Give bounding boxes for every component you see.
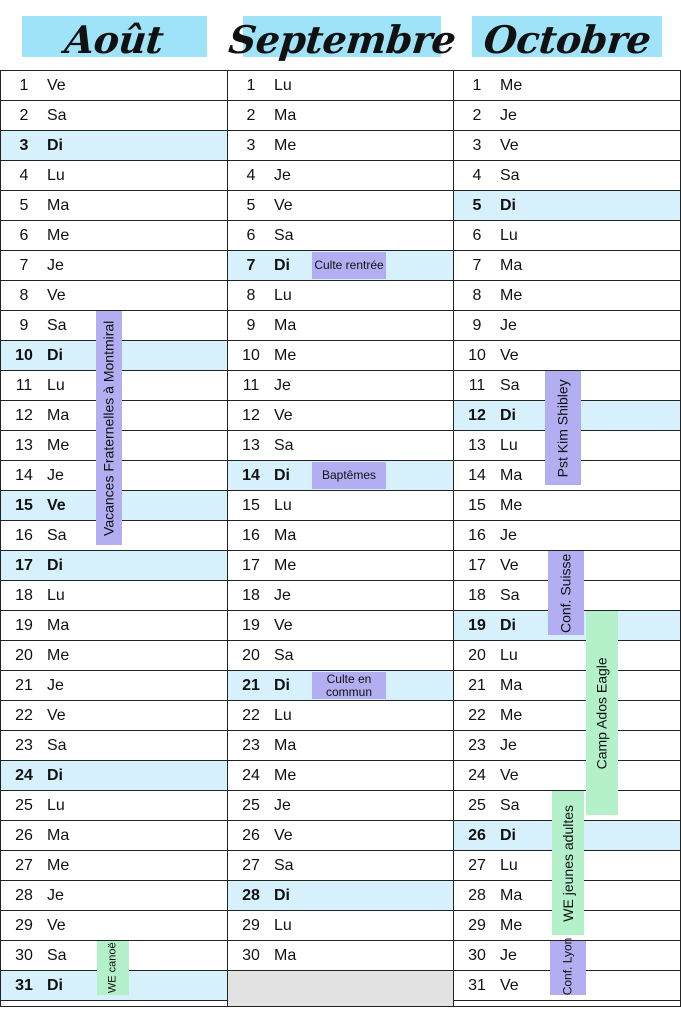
day-number: 16 bbox=[242, 527, 260, 544]
day-number: 16 bbox=[468, 527, 486, 544]
day-row bbox=[228, 881, 453, 911]
event-text: Baptêmes bbox=[321, 468, 377, 483]
day-row bbox=[228, 551, 453, 581]
day-number: 7 bbox=[246, 257, 256, 274]
day-row bbox=[228, 341, 453, 371]
day-name: Di bbox=[500, 407, 516, 424]
day-name: Me bbox=[274, 557, 297, 574]
day-number: 23 bbox=[15, 737, 33, 754]
day-number: 9 bbox=[472, 317, 482, 334]
day-name: Me bbox=[500, 917, 523, 934]
day-row bbox=[228, 821, 453, 851]
day-row bbox=[228, 491, 453, 521]
day-number: 2 bbox=[19, 107, 29, 124]
day-row bbox=[454, 161, 680, 191]
event-label bbox=[312, 672, 386, 699]
day-name: Je bbox=[500, 317, 517, 334]
day-name: Ve bbox=[500, 137, 519, 154]
day-number: 2 bbox=[246, 107, 256, 124]
day-number: 10 bbox=[242, 347, 260, 364]
day-number: 23 bbox=[468, 737, 486, 754]
day-number: 20 bbox=[468, 647, 486, 664]
day-row bbox=[228, 941, 453, 971]
day-row bbox=[228, 101, 453, 131]
month-title: Septembre bbox=[226, 16, 458, 62]
day-number: 24 bbox=[468, 767, 486, 784]
day-row bbox=[1, 791, 227, 821]
day-number: 3 bbox=[246, 137, 256, 154]
day-number: 11 bbox=[242, 377, 260, 394]
day-number: 24 bbox=[242, 767, 260, 784]
day-name: Di bbox=[47, 767, 63, 784]
month-column-aout bbox=[0, 70, 228, 1007]
day-number: 1 bbox=[246, 77, 256, 94]
day-row bbox=[228, 731, 453, 761]
day-name: Sa bbox=[274, 857, 294, 874]
day-number: 29 bbox=[468, 917, 486, 934]
day-name: Ma bbox=[500, 677, 523, 694]
day-row bbox=[454, 731, 680, 761]
day-row bbox=[454, 671, 680, 701]
day-row bbox=[454, 251, 680, 281]
day-row bbox=[228, 611, 453, 641]
day-name: Ve bbox=[500, 767, 519, 784]
event-label bbox=[312, 252, 386, 279]
day-number: 22 bbox=[468, 707, 486, 724]
day-number: 21 bbox=[242, 677, 260, 694]
day-name: Di bbox=[274, 467, 290, 484]
day-name: Ve bbox=[47, 917, 66, 934]
day-name: Lu bbox=[500, 437, 518, 454]
day-name: Sa bbox=[500, 167, 520, 184]
day-row bbox=[1, 671, 227, 701]
day-name: Ve bbox=[47, 707, 66, 724]
month-header-septembre bbox=[226, 16, 458, 62]
day-name: Di bbox=[500, 197, 516, 214]
event-text: Conf. Lyon bbox=[560, 937, 575, 995]
day-number: 4 bbox=[472, 167, 482, 184]
day-number: 15 bbox=[15, 497, 33, 514]
day-number: 18 bbox=[242, 587, 260, 604]
day-name: Je bbox=[500, 737, 517, 754]
day-name: Je bbox=[47, 467, 64, 484]
day-row bbox=[1, 101, 227, 131]
day-number: 30 bbox=[15, 947, 33, 964]
day-number: 28 bbox=[468, 887, 486, 904]
event-text: Pst Kim Shibley bbox=[554, 378, 571, 478]
day-row bbox=[228, 911, 453, 941]
month-header-aout bbox=[22, 16, 207, 62]
day-number: 18 bbox=[468, 587, 486, 604]
day-name: Lu bbox=[47, 797, 65, 814]
day-name: Ma bbox=[274, 737, 297, 754]
day-row bbox=[228, 521, 453, 551]
day-row bbox=[1, 131, 227, 161]
day-row bbox=[454, 191, 680, 221]
event-text: Camp Ados Eagle bbox=[593, 656, 610, 770]
event-label bbox=[552, 791, 584, 935]
day-row bbox=[228, 641, 453, 671]
day-number: 26 bbox=[468, 827, 486, 844]
day-name: Ma bbox=[274, 527, 297, 544]
day-number: 5 bbox=[472, 197, 482, 214]
day-row bbox=[454, 311, 680, 341]
day-name: Me bbox=[500, 77, 523, 94]
day-number: 11 bbox=[468, 377, 486, 394]
day-name: Ma bbox=[274, 107, 297, 124]
day-row bbox=[1, 251, 227, 281]
day-number: 31 bbox=[15, 977, 33, 994]
day-row bbox=[228, 581, 453, 611]
event-label bbox=[550, 937, 586, 995]
day-row bbox=[1, 641, 227, 671]
day-number: 16 bbox=[15, 527, 33, 544]
day-number: 8 bbox=[246, 287, 256, 304]
day-row bbox=[454, 131, 680, 161]
day-name: Di bbox=[47, 977, 63, 994]
day-number: 9 bbox=[19, 317, 29, 334]
day-name: Ve bbox=[500, 347, 519, 364]
day-name: Sa bbox=[500, 797, 520, 814]
day-number: 13 bbox=[242, 437, 260, 454]
event-label bbox=[97, 941, 129, 995]
day-number: 25 bbox=[15, 797, 33, 814]
day-number: 19 bbox=[242, 617, 260, 634]
day-name: Me bbox=[274, 137, 297, 154]
day-number: 14 bbox=[468, 467, 486, 484]
day-row bbox=[454, 221, 680, 251]
day-row bbox=[1, 581, 227, 611]
day-name: Sa bbox=[47, 947, 67, 964]
day-name: Ve bbox=[47, 497, 66, 514]
day-number: 20 bbox=[15, 647, 33, 664]
day-row bbox=[1, 731, 227, 761]
event-text: WE jeunes adultes bbox=[559, 804, 576, 922]
day-row bbox=[454, 491, 680, 521]
day-row bbox=[454, 761, 680, 791]
event-label bbox=[586, 611, 618, 815]
day-number: 18 bbox=[15, 587, 33, 604]
day-row bbox=[454, 641, 680, 671]
day-name: Sa bbox=[500, 377, 520, 394]
day-row bbox=[454, 341, 680, 371]
event-label bbox=[545, 371, 581, 485]
day-name: Sa bbox=[500, 587, 520, 604]
day-row bbox=[454, 101, 680, 131]
day-name: Lu bbox=[47, 377, 65, 394]
day-number: 14 bbox=[15, 467, 33, 484]
day-number: 15 bbox=[468, 497, 486, 514]
day-name: Di bbox=[47, 347, 63, 364]
event-text: Conf. Suisse bbox=[557, 553, 574, 633]
day-number: 22 bbox=[242, 707, 260, 724]
day-number: 29 bbox=[242, 917, 260, 934]
day-number: 30 bbox=[242, 947, 260, 964]
day-row bbox=[1, 911, 227, 941]
day-number: 27 bbox=[15, 857, 33, 874]
day-row bbox=[228, 161, 453, 191]
day-name: Ve bbox=[274, 617, 293, 634]
day-row bbox=[228, 371, 453, 401]
day-number: 28 bbox=[242, 887, 260, 904]
day-row bbox=[228, 401, 453, 431]
day-number: 6 bbox=[19, 227, 29, 244]
day-row bbox=[1, 551, 227, 581]
day-row bbox=[454, 521, 680, 551]
day-number: 4 bbox=[246, 167, 256, 184]
day-number: 23 bbox=[242, 737, 260, 754]
day-row bbox=[1, 221, 227, 251]
day-number: 31 bbox=[468, 977, 486, 994]
day-name: Me bbox=[274, 347, 297, 364]
day-number: 28 bbox=[15, 887, 33, 904]
month-title: Octobre bbox=[481, 16, 653, 62]
day-name: Lu bbox=[274, 497, 292, 514]
day-number: 10 bbox=[15, 347, 33, 364]
day-number: 27 bbox=[468, 857, 486, 874]
day-name: Lu bbox=[274, 917, 292, 934]
day-name: Ma bbox=[500, 887, 523, 904]
day-name: Lu bbox=[500, 227, 518, 244]
day-number: 12 bbox=[468, 407, 486, 424]
day-name: Je bbox=[274, 797, 291, 814]
day-name: Ve bbox=[274, 827, 293, 844]
day-number: 8 bbox=[472, 287, 482, 304]
day-number: 14 bbox=[242, 467, 260, 484]
day-name: Sa bbox=[47, 737, 67, 754]
day-row bbox=[228, 131, 453, 161]
event-text: Vacances Fraternelles à Montmiral bbox=[100, 320, 117, 536]
event-label bbox=[548, 551, 584, 635]
month-column-octobre bbox=[453, 70, 681, 1007]
day-name: Ma bbox=[500, 467, 523, 484]
day-number: 19 bbox=[468, 617, 486, 634]
day-row bbox=[228, 431, 453, 461]
day-number: 1 bbox=[472, 77, 482, 94]
day-number: 10 bbox=[468, 347, 486, 364]
day-number: 30 bbox=[468, 947, 486, 964]
day-number: 17 bbox=[468, 557, 486, 574]
day-name: Sa bbox=[274, 647, 294, 664]
day-name: Je bbox=[47, 887, 64, 904]
day-number: 17 bbox=[15, 557, 33, 574]
day-name: Ve bbox=[47, 287, 66, 304]
day-row bbox=[228, 191, 453, 221]
day-name: Ma bbox=[47, 617, 70, 634]
day-name: Di bbox=[274, 887, 290, 904]
day-name: Sa bbox=[47, 527, 67, 544]
day-name: Ma bbox=[47, 407, 70, 424]
day-name: Je bbox=[500, 527, 517, 544]
day-row bbox=[1, 851, 227, 881]
day-row bbox=[1, 161, 227, 191]
event-text: Culte rentrée bbox=[314, 258, 384, 273]
day-name: Di bbox=[500, 827, 516, 844]
day-row bbox=[228, 281, 453, 311]
day-name: Di bbox=[47, 557, 63, 574]
day-number: 9 bbox=[246, 317, 256, 334]
day-number: 3 bbox=[19, 137, 29, 154]
event-text: WE canoë bbox=[106, 942, 119, 994]
day-name: Me bbox=[47, 437, 70, 454]
day-name: Me bbox=[500, 707, 523, 724]
day-number: 17 bbox=[242, 557, 260, 574]
event-text: Culte en commun bbox=[325, 671, 372, 699]
day-row bbox=[228, 311, 453, 341]
day-number: 12 bbox=[15, 407, 33, 424]
day-name: Me bbox=[47, 647, 70, 664]
day-row bbox=[228, 221, 453, 251]
day-name: Je bbox=[274, 377, 291, 394]
day-number: 21 bbox=[468, 677, 486, 694]
day-name: Me bbox=[47, 227, 70, 244]
day-name: Me bbox=[500, 287, 523, 304]
day-name: Je bbox=[274, 167, 291, 184]
day-number: 13 bbox=[15, 437, 33, 454]
day-number: 7 bbox=[19, 257, 29, 274]
day-number: 4 bbox=[19, 167, 29, 184]
day-number: 7 bbox=[472, 257, 482, 274]
day-name: Ve bbox=[47, 77, 66, 94]
day-name: Ma bbox=[274, 317, 297, 334]
day-row bbox=[228, 761, 453, 791]
day-name: Lu bbox=[500, 647, 518, 664]
day-name: Me bbox=[500, 497, 523, 514]
day-number: 21 bbox=[15, 677, 33, 694]
month-header-octobre bbox=[472, 16, 662, 62]
day-number: 11 bbox=[15, 377, 33, 394]
day-number: 3 bbox=[472, 137, 482, 154]
day-number: 24 bbox=[15, 767, 33, 784]
day-name: Ve bbox=[274, 407, 293, 424]
day-number: 1 bbox=[19, 77, 29, 94]
day-number: 12 bbox=[242, 407, 260, 424]
day-number: 29 bbox=[15, 917, 33, 934]
month-column-septembre bbox=[227, 70, 454, 1007]
day-row bbox=[228, 851, 453, 881]
day-number: 5 bbox=[246, 197, 256, 214]
event-label bbox=[312, 462, 386, 489]
day-row bbox=[228, 701, 453, 731]
day-name: Di bbox=[274, 257, 290, 274]
month-title: Août bbox=[63, 16, 166, 62]
day-row bbox=[1, 611, 227, 641]
day-row bbox=[1, 701, 227, 731]
day-number: 2 bbox=[472, 107, 482, 124]
day-row bbox=[454, 701, 680, 731]
day-name: Ma bbox=[274, 947, 297, 964]
day-name: Ma bbox=[500, 257, 523, 274]
day-name: Je bbox=[274, 587, 291, 604]
day-name: Je bbox=[47, 677, 64, 694]
day-number: 6 bbox=[246, 227, 256, 244]
day-number: 6 bbox=[472, 227, 482, 244]
day-row bbox=[454, 281, 680, 311]
day-row bbox=[1, 71, 227, 101]
empty-day-row bbox=[228, 971, 453, 1006]
day-name: Lu bbox=[47, 167, 65, 184]
day-name: Di bbox=[274, 677, 290, 694]
day-number: 20 bbox=[242, 647, 260, 664]
event-label bbox=[96, 311, 122, 545]
day-number: 13 bbox=[468, 437, 486, 454]
day-name: Ma bbox=[47, 197, 70, 214]
day-name: Je bbox=[47, 257, 64, 274]
day-name: Ma bbox=[47, 827, 70, 844]
day-row bbox=[454, 71, 680, 101]
day-row bbox=[228, 791, 453, 821]
day-name: Lu bbox=[500, 857, 518, 874]
day-name: Me bbox=[274, 767, 297, 784]
day-number: 5 bbox=[19, 197, 29, 214]
day-row bbox=[1, 761, 227, 791]
day-name: Lu bbox=[274, 707, 292, 724]
day-name: Me bbox=[47, 857, 70, 874]
day-row bbox=[1, 281, 227, 311]
day-number: 27 bbox=[242, 857, 260, 874]
day-name: Ve bbox=[274, 197, 293, 214]
day-number: 26 bbox=[242, 827, 260, 844]
day-number: 19 bbox=[15, 617, 33, 634]
day-name: Lu bbox=[47, 587, 65, 604]
day-name: Je bbox=[500, 107, 517, 124]
day-number: 8 bbox=[19, 287, 29, 304]
day-row bbox=[1, 191, 227, 221]
day-name: Lu bbox=[274, 77, 292, 94]
day-name: Ve bbox=[500, 977, 519, 994]
day-number: 25 bbox=[468, 797, 486, 814]
day-name: Di bbox=[47, 137, 63, 154]
day-name: Sa bbox=[47, 317, 67, 334]
day-number: 22 bbox=[15, 707, 33, 724]
day-row bbox=[228, 71, 453, 101]
day-name: Lu bbox=[274, 287, 292, 304]
day-number: 26 bbox=[15, 827, 33, 844]
day-row bbox=[1, 821, 227, 851]
day-name: Sa bbox=[274, 227, 294, 244]
day-name: Sa bbox=[274, 437, 294, 454]
day-name: Ve bbox=[500, 557, 519, 574]
day-number: 15 bbox=[242, 497, 260, 514]
day-number: 25 bbox=[242, 797, 260, 814]
day-name: Sa bbox=[47, 107, 67, 124]
day-row bbox=[1, 881, 227, 911]
day-name: Je bbox=[500, 947, 517, 964]
day-name: Di bbox=[500, 617, 516, 634]
